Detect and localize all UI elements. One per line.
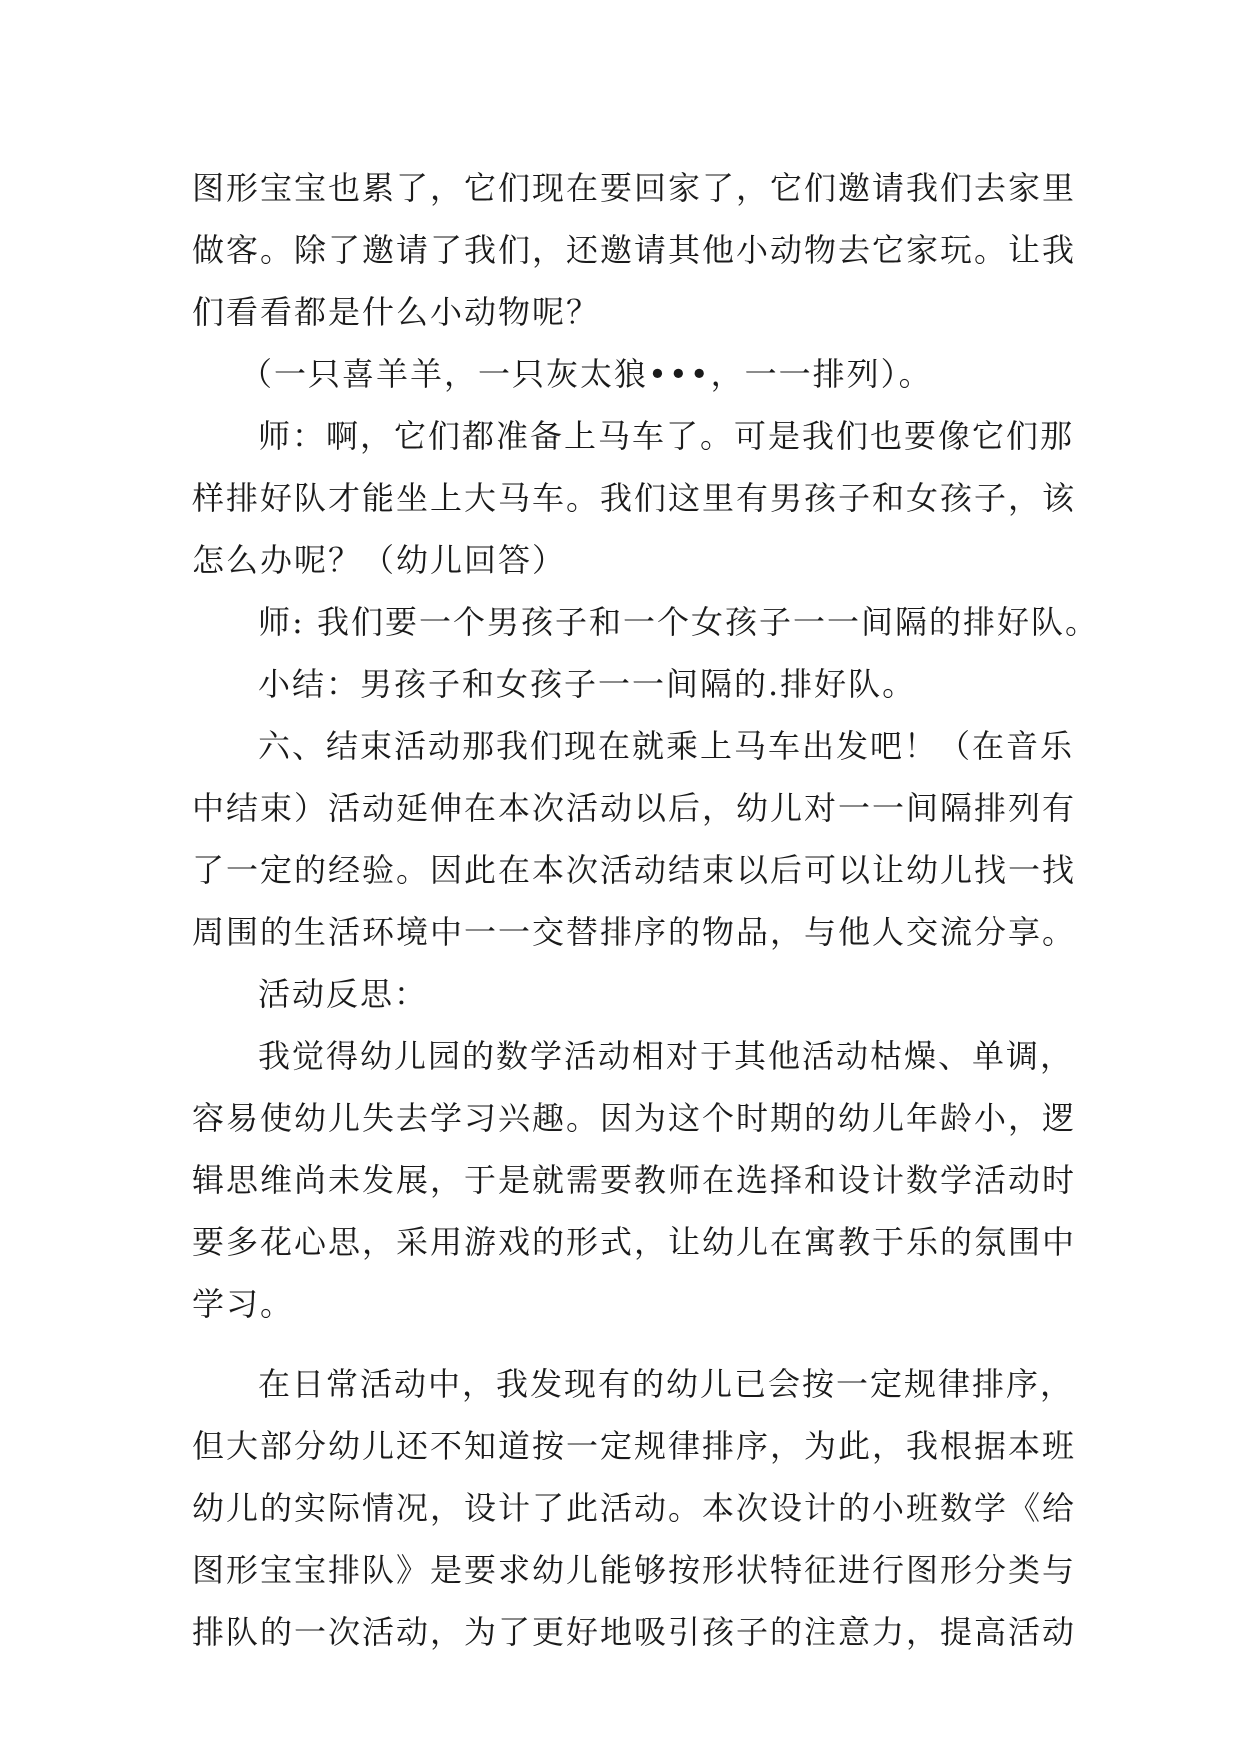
text-line: 师: 我们要一个男孩子和一个女孩子一一间隔的排好队。 [258,603,1099,641]
text-line: （一只喜羊羊，一只灰太狼•••，一一排列）。 [240,355,933,393]
document-body [192,157,1099,1663]
paragraph-gap [192,1335,1052,1353]
text-line: 学习。 [192,1285,295,1323]
text-line: 小结：男孩子和女孩子一一间隔的.排好队。 [258,665,917,703]
text-line: 样排好队才能坐上大马车。我们这里有男孩子和女孩子，该 [192,479,1077,517]
text-line: 们看看都是什么小动物呢？ [192,293,601,331]
text-line: 师：啊，它们都准备上马车了。可是我们也要像它们那 [258,417,1075,455]
text-line: 排队的一次活动，为了更好地吸引孩子的注意力，提高活动 [192,1613,1077,1651]
text-line: 活动反思： [258,975,429,1013]
text-line: 要多花心思，采用游戏的形式，让幼儿在寓教于乐的氛围中 [192,1223,1077,1261]
text-line: 幼儿的实际情况，设计了此活动。本次设计的小班数学《给 [192,1489,1077,1527]
text-line: 了一定的经验。因此在本次活动结束以后可以让幼儿找一找 [192,851,1077,889]
text-line: 做客。除了邀请了我们，还邀请其他小动物去它家玩。让我 [192,231,1077,269]
text-line: 我觉得幼儿园的数学活动相对于其他活动枯燥、单调， [258,1037,1075,1075]
text-line: 怎么办呢？（幼儿回答） [192,541,567,579]
text-line: 在日常活动中，我发现有的幼儿已会按一定规律排序， [258,1365,1075,1403]
text-line: 但大部分幼儿还不知道按一定规律排序，为此，我根据本班 [192,1427,1077,1465]
text-line: 图形宝宝排队》是要求幼儿能够按形状特征进行图形分类与 [192,1551,1077,1589]
text-line: 周围的生活环境中一一交替排序的物品，与他人交流分享。 [192,913,1077,951]
text-line: 六、结束活动那我们现在就乘上马车出发吧！（在音乐 [258,727,1075,765]
text-line: 辑思维尚未发展，于是就需要教师在选择和设计数学活动时 [192,1161,1077,1199]
text-line: 中结束）活动延伸在本次活动以后，幼儿对一一间隔排列有 [192,789,1077,827]
text-line: 容易使幼儿失去学习兴趣。因为这个时期的幼儿年龄小，逻 [192,1099,1077,1137]
text-line: 图形宝宝也累了，它们现在要回家了，它们邀请我们去家里 [192,169,1077,207]
